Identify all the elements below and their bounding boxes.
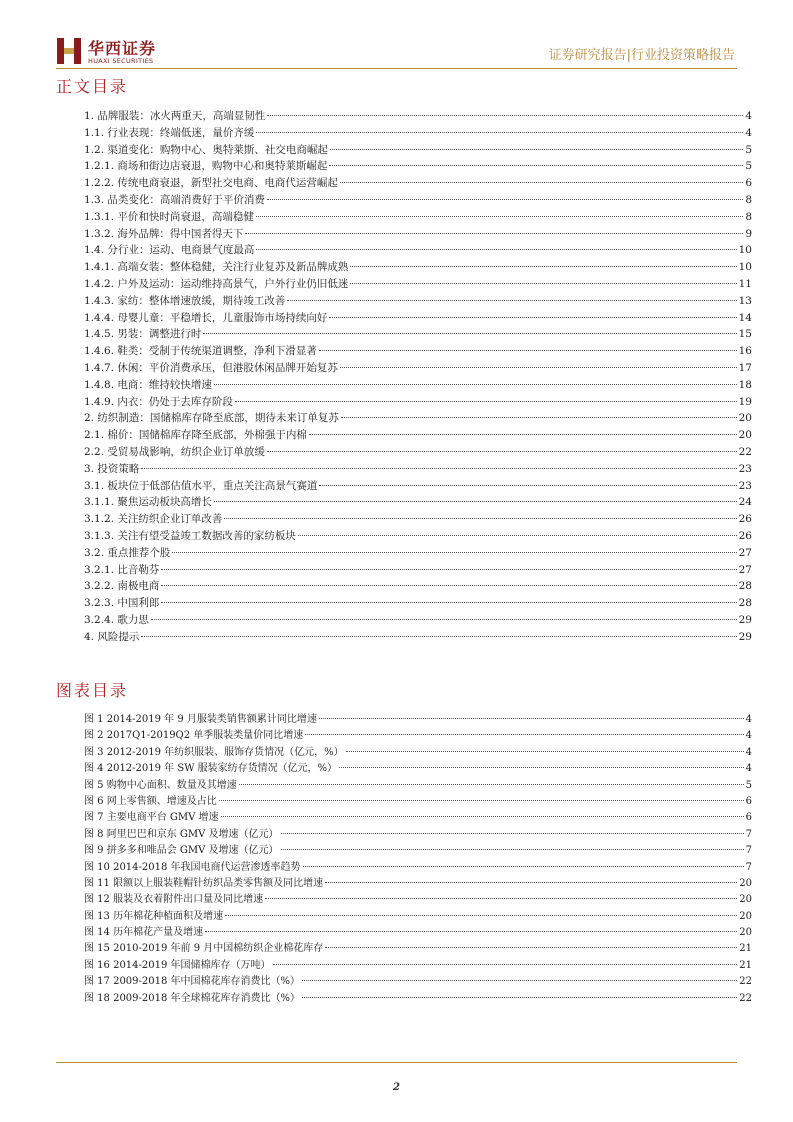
toc-entry-page: 19	[738, 395, 752, 408]
dot-leader	[141, 636, 736, 637]
figure-entry-page: 7	[745, 828, 752, 840]
toc-entry-page: 26	[738, 513, 752, 526]
toc-entry-number: 1.2.	[84, 143, 108, 156]
dot-leader	[256, 132, 743, 133]
table-of-contents	[84, 108, 752, 646]
toc-entry-page: 29	[738, 613, 752, 626]
dot-leader	[205, 931, 737, 932]
toc-entry[interactable]	[84, 612, 752, 629]
header-divider	[56, 68, 737, 69]
dot-leader	[141, 468, 736, 469]
dot-leader	[267, 199, 743, 200]
figure-entry-page: 21	[739, 959, 752, 971]
toc-entry-number: 1.3.2.	[84, 227, 118, 240]
toc-entry-number: 3.1.	[84, 479, 108, 492]
toc-entry-page: 4	[745, 110, 752, 122]
figure-entry[interactable]	[84, 776, 752, 792]
dot-leader	[151, 619, 737, 620]
figure-entry-label: 图 4 2012-2019 年 SW 服装家纺存货情况（亿元，%）	[84, 763, 338, 775]
toc-entry-number: 1.4.2.	[84, 277, 118, 290]
dot-leader	[350, 266, 736, 267]
figure-entry[interactable]	[84, 923, 752, 939]
toc-entry-number: 1.2.2.	[84, 177, 118, 190]
toc-entry-page: 22	[738, 445, 752, 458]
dot-leader	[214, 501, 737, 502]
figure-entry-label: 图 9 拼多多和唯品会 GMV 及增速（亿元）	[84, 845, 279, 857]
toc-entry[interactable]	[84, 276, 752, 293]
toc-entry-page: 28	[738, 580, 752, 593]
dot-leader	[256, 216, 743, 217]
toc-entry-label: 海外品牌：得中国者得天下	[117, 227, 244, 240]
toc-entry[interactable]	[84, 175, 752, 192]
figure-entry-label: 图 17 2009-2018 年中国棉花库存消费比（%）	[84, 976, 301, 988]
figure-entry[interactable]	[84, 726, 752, 742]
toc-entry-label: 休闲：平价消费承压，但港股休闲品牌开始复苏	[117, 361, 338, 374]
company-name-en: HUAXI SECURITIES	[88, 57, 154, 65]
toc-entry[interactable]	[84, 125, 752, 142]
toc-entry-page: 15	[738, 328, 752, 341]
page-number: 2	[393, 1082, 400, 1093]
toc-entry-label: 渠道变化：购物中心、奥特莱斯、社交电商崛起	[107, 143, 328, 156]
figure-entry[interactable]	[84, 743, 752, 759]
figure-entry-label: 图 5 购物中心面积、数量及其增速	[84, 779, 237, 791]
toc-entry[interactable]	[84, 343, 752, 360]
dot-leader	[267, 451, 737, 452]
toc-entry-label: 比音勒芬	[117, 563, 160, 576]
dot-leader	[245, 233, 743, 234]
toc-entry[interactable]	[84, 494, 752, 511]
toc-entry[interactable]	[84, 595, 752, 612]
figure-entry-label: 图 8 阿里巴巴和京东 GMV 及增速（亿元）	[84, 828, 279, 840]
figure-entry-label: 图 14 历年棉花产量及增速	[84, 927, 204, 939]
toc-entry-label: 电商：维持较快增速	[117, 378, 212, 391]
figure-entry-page: 6	[745, 812, 752, 824]
toc-entry-label: 聚焦运动板块高增长	[117, 496, 212, 509]
toc-entry[interactable]	[84, 158, 752, 175]
toc-entry-label: 内衣：仍处于去库存阶段	[117, 395, 233, 408]
toc-entry-label: 品类变化：高端消费好于平价消费	[107, 193, 265, 206]
toc-entry-page: 5	[745, 160, 752, 173]
toc-entry-label: 鞋类：受制于传统渠道调整，净利下滑显著	[117, 345, 317, 358]
toc-entry-label: 分行业：运动、电商景气度最高	[107, 244, 255, 257]
dot-leader	[256, 249, 736, 250]
figure-entry[interactable]	[84, 907, 752, 923]
toc-entry[interactable]	[84, 410, 752, 427]
toc-entry-number: 3.2.1.	[84, 563, 118, 576]
figure-entry-page: 21	[739, 943, 752, 955]
toc-entry-label: 关注纺织企业订单改善	[117, 513, 223, 526]
dot-leader	[265, 898, 737, 899]
company-name-cn: 华西证券	[88, 39, 157, 58]
dot-leader	[224, 518, 736, 519]
toc-entry[interactable]	[84, 545, 752, 562]
toc-entry-number: 3.1.1.	[84, 496, 118, 509]
dot-leader	[319, 485, 736, 486]
dot-leader	[239, 784, 744, 785]
toc-entry[interactable]	[84, 209, 752, 226]
toc-entry-number: 3.2.3.	[84, 597, 118, 610]
toc-entry-label: 品牌服装：冰火两重天，高端显韧性	[97, 110, 266, 122]
toc-entry-label: 中国利郎	[117, 597, 160, 610]
toc-entry-page: 6	[745, 177, 752, 190]
dot-leader	[219, 800, 744, 801]
toc-entry-page: 29	[738, 630, 752, 643]
toc-entry[interactable]	[84, 377, 752, 394]
figure-entry-page: 4	[745, 714, 752, 725]
figure-entry-label: 图 13 历年棉花种植面积及增速	[84, 910, 224, 922]
dot-leader	[329, 317, 736, 318]
toc-entry[interactable]	[84, 310, 752, 327]
toc-entry-label: 行业表现：终端低迷，量价齐缓	[107, 126, 255, 139]
dot-leader	[281, 833, 744, 834]
toc-entry-page: 8	[745, 193, 752, 206]
figure-entry-page: 20	[739, 910, 752, 922]
figure-entry-page: 4	[745, 730, 752, 742]
toc-entry[interactable]	[84, 629, 752, 646]
toc-entry-label: 纺织制造：国储棉库存降至底部，期待未来订单复苏	[97, 412, 339, 425]
toc-entry[interactable]	[84, 293, 752, 310]
toc-entry-number: 3.1.3.	[84, 529, 118, 542]
toc-entry[interactable]	[84, 360, 752, 377]
toc-entry-page: 26	[738, 529, 752, 542]
toc-entry-number: 1.4.6.	[84, 345, 118, 358]
toc-entry-number: 1.4.4.	[84, 311, 118, 324]
figure-entry-page: 7	[745, 845, 752, 857]
toc-entry-label: 歌力思	[117, 613, 149, 626]
figure-entry-page: 5	[745, 779, 752, 791]
toc-entry-number: 2.	[84, 412, 98, 425]
figure-entry[interactable]	[84, 792, 752, 808]
figure-entry[interactable]	[84, 825, 752, 841]
dot-leader	[340, 182, 743, 183]
figure-entry[interactable]	[84, 890, 752, 906]
dot-leader	[273, 964, 738, 965]
figure-entry-label: 图 11 限额以上服装鞋帽针纺织品类零售额及同比增速	[84, 877, 324, 889]
toc-entry-number: 1.2.1.	[84, 160, 118, 173]
dot-leader	[325, 882, 737, 883]
dot-leader	[267, 115, 743, 116]
figure-entry-page: 4	[745, 746, 752, 758]
figure-entry-page: 7	[745, 861, 752, 873]
toc-entry-page: 14	[738, 311, 752, 324]
toc-entry[interactable]	[84, 192, 752, 209]
toc-entry-number: 1.4.9.	[84, 395, 118, 408]
toc-entry-page: 5	[745, 143, 752, 156]
toc-entry-number: 1.1.	[84, 126, 108, 139]
dot-leader	[281, 849, 744, 850]
figure-entry-label: 图 18 2009-2018 年全球棉花库存消费比（%）	[84, 992, 301, 1004]
toc-entry-page: 17	[738, 361, 752, 374]
toc-entry-number: 1.4.	[84, 244, 108, 257]
toc-entry-page: 13	[738, 294, 752, 307]
figure-entry-page: 20	[739, 877, 752, 889]
figure-entry-label: 图 1 2014-2019 年 9 月服装类销售额累计同比增速	[84, 714, 317, 725]
figure-entry-label: 图 15 2010-2019 年前 9 月中国棉纺织企业棉花库存	[84, 943, 324, 955]
toc-entry-label: 受贸易战影响，纺织企业订单放缓	[107, 445, 265, 458]
dot-leader	[161, 602, 736, 603]
figure-entry-label: 图 7 主要电商平台 GMV 增速	[84, 812, 219, 824]
toc-entry[interactable]	[84, 562, 752, 579]
toc-entry-label: 重点推荐个股	[107, 546, 171, 559]
figure-entry[interactable]	[84, 939, 752, 955]
figure-entry[interactable]	[84, 841, 752, 857]
toc-entry-page: 23	[738, 479, 752, 492]
toc-entry[interactable]	[84, 108, 752, 125]
toc-entry-number: 4.	[84, 630, 98, 643]
figure-entry-page: 6	[745, 795, 752, 807]
toc-entry-page: 18	[738, 378, 752, 391]
figure-entry[interactable]	[84, 989, 752, 1005]
toc-entry-number: 3.2.	[84, 546, 108, 559]
toc-entry[interactable]	[84, 578, 752, 595]
figure-entry-label: 图 6 网上零售额、增速及占比	[84, 795, 217, 807]
figure-entry-label: 图 2 2017Q1-2019Q2 单季服装类量价同比增速	[84, 730, 304, 742]
toc-entry-number: 1.4.1.	[84, 261, 118, 274]
toc-entry-number: 1.4.3.	[84, 294, 118, 307]
dot-leader	[161, 569, 736, 570]
toc-entry-number: 2.1.	[84, 429, 108, 442]
dot-leader	[329, 165, 743, 166]
figure-entry-page: 4	[745, 763, 752, 775]
dot-leader	[340, 367, 737, 368]
dot-leader	[302, 997, 737, 998]
toc-entry-number: 1.3.	[84, 193, 108, 206]
dot-leader	[305, 734, 743, 735]
report-type: 证券研究报告|行业投资策略报告	[548, 48, 735, 63]
toc-entry-label: 家纺：整体增速放缓，期待竣工改善	[117, 294, 286, 307]
figure-entry[interactable]	[84, 858, 752, 874]
toc-entry-number: 3.2.4.	[84, 613, 118, 626]
huaxi-logo-icon	[56, 36, 82, 66]
figure-entry-page: 20	[739, 927, 752, 939]
dot-leader	[309, 434, 737, 435]
toc-entry-label: 户外及运动：运动维持高景气，户外行业仍旧低迷	[117, 277, 349, 290]
figure-entry[interactable]	[84, 956, 752, 972]
dot-leader	[303, 866, 744, 867]
figure-entry[interactable]	[84, 759, 752, 775]
toc-entry-page: 28	[738, 597, 752, 610]
figure-entry[interactable]	[84, 710, 752, 726]
figure-entry-label: 图 12 服装及衣着附件出口量及同比增速	[84, 894, 264, 906]
toc-entry-page: 11	[738, 277, 752, 290]
toc-entry-page: 20	[738, 412, 752, 425]
toc-entry-label: 男装：调整进行时	[117, 328, 202, 341]
dot-leader	[339, 767, 743, 768]
toc-entry[interactable]	[84, 528, 752, 545]
toc-title: 正文目录	[56, 77, 129, 96]
dot-leader	[161, 585, 736, 586]
toc-entry-label: 风险提示	[97, 630, 140, 643]
toc-entry-label: 棉价：国储棉库存降至底部，外棉强于内棉	[107, 429, 307, 442]
toc-entry-number: 3.1.2.	[84, 513, 118, 526]
figure-entry[interactable]	[84, 972, 752, 988]
toc-entry-label: 板块位于低部估值水平，重点关注高景气赛道	[107, 479, 318, 492]
figure-entry-label: 图 10 2014-2018 年我国电商代运营渗透率趋势	[84, 861, 301, 873]
dot-leader	[325, 947, 737, 948]
page-header	[0, 0, 793, 72]
toc-entry-number: 1.3.1.	[84, 210, 118, 223]
dot-leader	[225, 915, 737, 916]
dot-leader	[319, 350, 737, 351]
toc-entry[interactable]	[84, 427, 752, 444]
dot-leader	[235, 401, 737, 402]
toc-entry-number: 1.	[84, 110, 98, 122]
dot-leader	[287, 300, 736, 301]
dot-leader	[214, 384, 737, 385]
toc-entry-label: 南极电商	[117, 580, 160, 593]
toc-entry[interactable]	[84, 478, 752, 495]
toc-entry-page: 10	[738, 261, 752, 274]
toc-entry[interactable]	[84, 326, 752, 343]
toc-entry-page: 8	[745, 210, 752, 223]
toc-entry-label: 投资策略	[97, 462, 140, 475]
toc-entry[interactable]	[84, 242, 752, 259]
figure-entry-page: 20	[739, 894, 752, 906]
toc-entry-number: 1.4.8.	[84, 378, 118, 391]
toc-entry-page: 10	[738, 244, 752, 257]
toc-entry-label: 平价和快时尚衰退，高端稳健	[117, 210, 254, 223]
figure-entry-label: 图 3 2012-2019 年纺织服装、服饰存货情况（亿元，%）	[84, 746, 344, 758]
figure-entry[interactable]	[84, 808, 752, 824]
toc-entry[interactable]	[84, 461, 752, 478]
figure-entry-label: 图 16 2014-2019 年国储棉库存（万吨）	[84, 959, 271, 971]
toc-entry-label: 商场和街边店衰退，购物中心和奥特莱斯崛起	[117, 160, 328, 173]
dot-leader	[346, 751, 744, 752]
toc-entry-page: 16	[738, 345, 752, 358]
footer-divider	[56, 1062, 737, 1063]
dot-leader	[350, 283, 736, 284]
toc-entry-page: 4	[745, 126, 752, 139]
figures-title: 图表目录	[56, 681, 129, 700]
toc-entry-label: 关注有望受益竣工数据改善的家纺板块	[117, 529, 296, 542]
dot-leader	[302, 980, 737, 981]
dot-leader	[221, 816, 744, 817]
toc-entry[interactable]	[84, 142, 752, 159]
toc-entry-page: 27	[738, 563, 752, 576]
figure-entry[interactable]	[84, 874, 752, 890]
figure-entry-page: 22	[739, 992, 752, 1004]
toc-entry[interactable]	[84, 394, 752, 411]
toc-entry-page: 9	[745, 227, 752, 240]
toc-entry-label: 传统电商衰退，新型社交电商、电商代运营崛起	[117, 177, 338, 190]
dot-leader	[298, 535, 737, 536]
figure-entry-page: 22	[739, 976, 752, 988]
toc-entry-number: 3.2.2.	[84, 580, 118, 593]
toc-entry-number: 1.4.5.	[84, 328, 118, 341]
toc-entry-label: 母婴儿童：平稳增长，儿童服饰市场持续向好	[117, 311, 328, 324]
dot-leader	[319, 718, 744, 719]
figure-list	[84, 710, 752, 1005]
toc-entry-page: 23	[738, 462, 752, 475]
toc-entry-number: 2.2.	[84, 445, 108, 458]
dot-leader	[172, 552, 736, 553]
toc-entry-number: 1.4.7.	[84, 361, 118, 374]
toc-entry-page: 24	[738, 496, 752, 509]
dot-leader	[203, 333, 736, 334]
toc-entry-label: 高端女装：整体稳健，关注行业复苏及新品牌成熟	[117, 261, 349, 274]
toc-entry-page: 20	[738, 429, 752, 442]
toc-entry[interactable]	[84, 511, 752, 528]
toc-entry[interactable]	[84, 259, 752, 276]
toc-entry-page: 27	[738, 546, 752, 559]
dot-leader	[341, 417, 737, 418]
toc-entry-number: 3.	[84, 462, 98, 475]
toc-entry[interactable]	[84, 444, 752, 461]
toc-entry[interactable]	[84, 226, 752, 243]
dot-leader	[330, 149, 743, 150]
